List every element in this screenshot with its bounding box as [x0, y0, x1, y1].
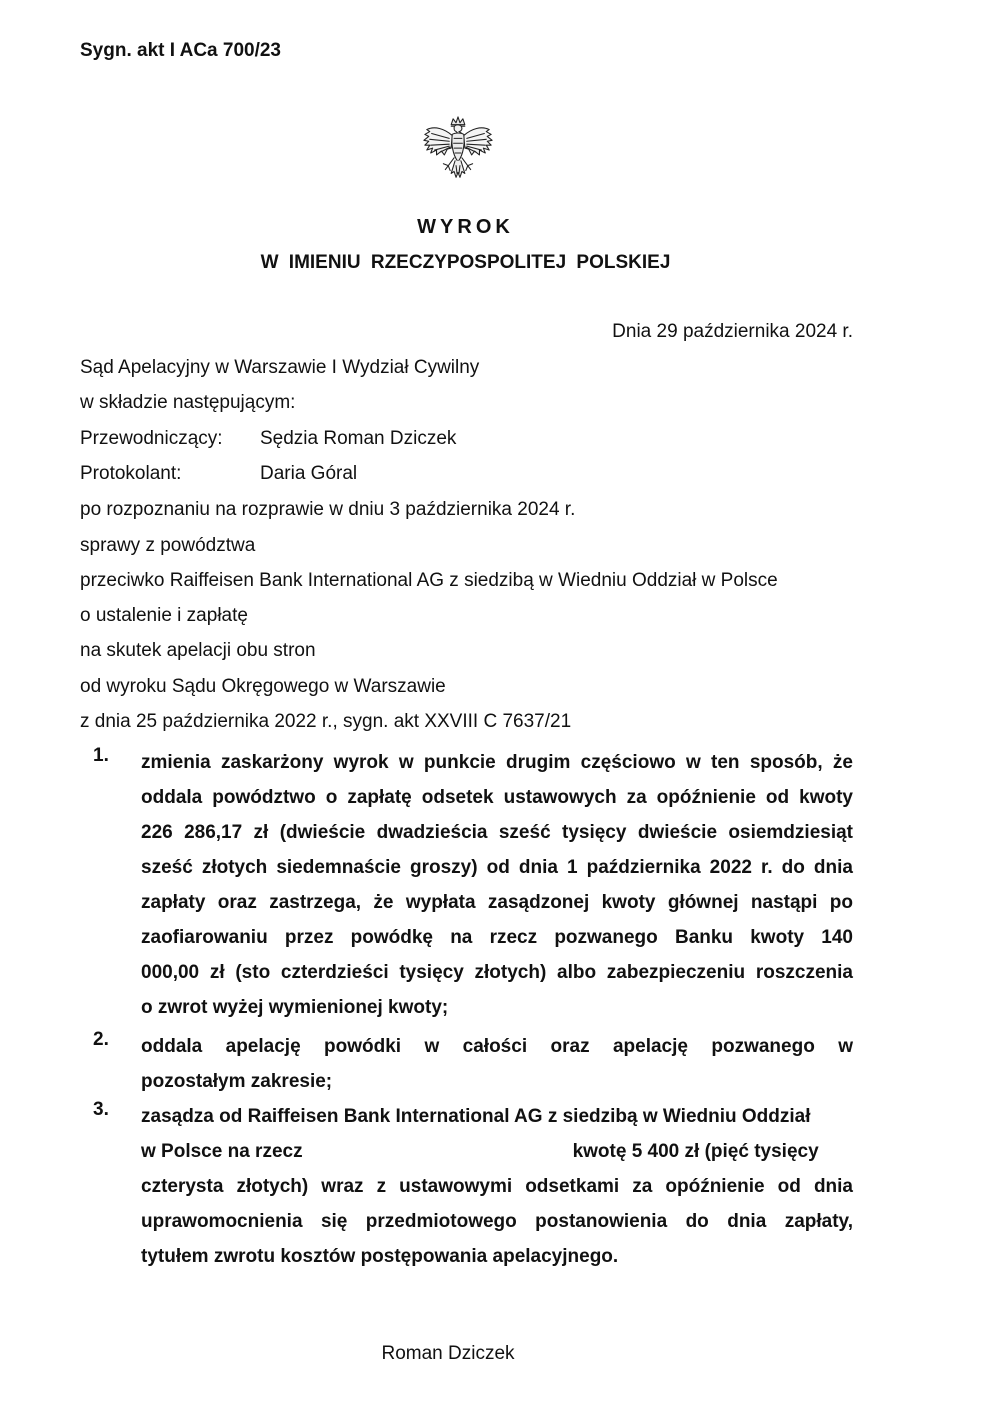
- ruling-line: sześć złotych siedemnaście groszy) od dnia 1 października 2022 r. do dnia: [141, 857, 853, 878]
- ruling-line: o zwrot wyżej wymienionej kwoty;: [141, 997, 449, 1018]
- ruling-line: oddala apelację powódki w całości oraz apelację pozwanego w: [141, 1036, 853, 1057]
- ruling-number: 3.: [93, 1099, 109, 1120]
- ruling-line: pozostałym zakresie;: [141, 1071, 333, 1092]
- subject-line: o ustalenie i zapłatę: [80, 605, 248, 626]
- ruling-line-part: w Polsce na rzecz: [141, 1141, 303, 1162]
- case-number: Sygn. akt I ACa 700/23: [80, 40, 282, 61]
- ruling-line: oddala powództwo o zapłatę odsetek ustawowych za opóźnienie od kwoty: [141, 787, 853, 808]
- judge-signature: Roman Dziczek: [381, 1343, 515, 1364]
- ruling-line-part: kwotę 5 400 zł (pięć tysięcy: [572, 1141, 819, 1162]
- presiding-value: Sędzia Roman Dziczek: [260, 428, 457, 449]
- document-title: WYROK: [417, 216, 514, 238]
- defendant-line: przeciwko Raiffeisen Bank International AG z siedzibą w Wiedniu Oddział w Polsce: [80, 570, 778, 591]
- ruling-line: zaofiarowaniu przez powódkę na rzecz pozwanego Banku kwoty 140: [141, 927, 853, 948]
- composition-intro: w składzie następującym:: [80, 392, 296, 413]
- hearing-line: po rozpoznaniu na rozprawie w dniu 3 października 2024 r.: [80, 499, 576, 520]
- document-subtitle: W IMIENIU RZECZYPOSPOLITEJ POLSKIEJ: [260, 252, 671, 273]
- ruling-line: 226 286,17 zł (dwieście dwadzieścia sześć tysięcy dwieście osiemdziesiąt: [141, 822, 853, 843]
- lower-court-date-line: z dnia 25 października 2022 r., sygn. akt XXVIII C 7637/21: [80, 711, 572, 732]
- ruling-line: czterysta złotych) wraz z ustawowymi odsetkami za opóźnienie od dnia: [141, 1176, 853, 1197]
- ruling-text: [141, 1099, 853, 1274]
- lower-court-line: od wyroku Sądu Okręgowego w Warszawie: [80, 676, 446, 697]
- case-intro-line: sprawy z powództwa: [80, 535, 256, 556]
- clerk-row: [80, 463, 357, 485]
- ruling-line: tytułem zwrotu kosztów postępowania apelacyjnego.: [141, 1246, 619, 1267]
- ruling-line: zapłaty oraz zastrzega, że wypłata zasądzonej kwoty głównej nastąpi po: [141, 892, 853, 913]
- appeal-line: na skutek apelacji obu stron: [80, 640, 316, 661]
- ruling-line: uprawomocnienia się przedmiotowego postanowienia do dnia zapłaty,: [141, 1211, 853, 1232]
- clerk-label: Protokolant:: [80, 463, 182, 484]
- presiding-judge-row: [80, 428, 456, 450]
- clerk-value: Daria Góral: [260, 463, 358, 484]
- ruling-line: [141, 1134, 853, 1169]
- judgment-date: Dnia 29 października 2024 r.: [612, 321, 853, 342]
- ruling-number: 1.: [93, 745, 109, 766]
- ruling-line: zasądza od Raiffeisen Bank International AG z siedzibą w Wiedniu Oddział: [141, 1106, 811, 1127]
- ruling-line: zmienia zaskarżony wyrok w punkcie drugim częściowo w ten sposób, że: [141, 752, 853, 773]
- polish-eagle-emblem-icon: [419, 113, 497, 191]
- court-name: Sąd Apelacyjny w Warszawie I Wydział Cywilny: [80, 357, 480, 378]
- ruling-number: 2.: [93, 1029, 109, 1050]
- ruling-text: [141, 745, 853, 1025]
- ruling-text: [141, 1029, 853, 1099]
- ruling-line: 000,00 zł (sto czterdzieści tysięcy złotych) albo zabezpieczeniu roszczenia: [141, 962, 853, 983]
- presiding-label: Przewodniczący:: [80, 428, 223, 449]
